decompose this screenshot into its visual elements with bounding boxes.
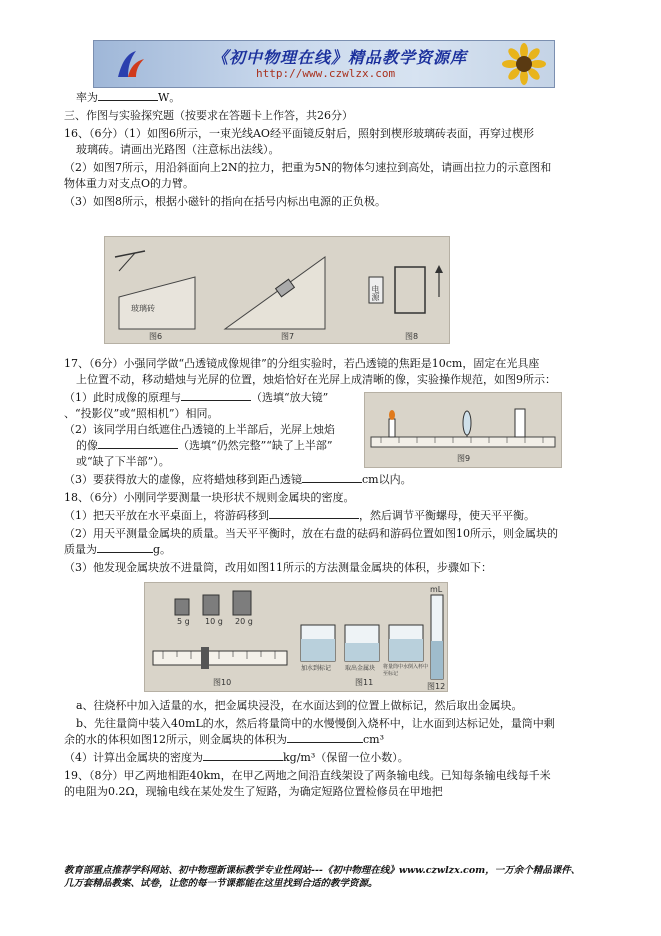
question-18: 18、（6分）小刚同学要测量一块形状不规则金属块的密度。	[64, 491, 355, 504]
weight-20g-label: 20 g	[235, 617, 253, 626]
text-line: 、“投影仪”或“照相机”）相同。	[64, 407, 219, 420]
text-line: 质量为 g。	[64, 543, 172, 556]
figure-11-caption: 图11	[355, 678, 374, 687]
section-heading: 三、作图与实验探究题（按要求在答题卡上作答，共26分）	[64, 109, 353, 122]
text-line: 余的水的体积如图12所示，则金属块的体积为 cm³	[64, 733, 385, 746]
question-16: 16、（6分）（1）如图6所示，一束光线AO经平面镜反射后，照射到楔形玻璃砖表面，再穿过楔形	[64, 127, 534, 140]
text-line: 上位置不动，移动蜡烛与光屏的位置，烛焰恰好在光屏上成清晰的像，实验操作规范，如图9所示：	[76, 373, 556, 386]
figure-7-caption: 图7	[281, 332, 295, 341]
text-line: （1）此时成像的原理与 （选填“放大镜”	[64, 391, 329, 404]
text-line: 或“缺了下半部”）。	[76, 455, 170, 468]
answer-blank[interactable]	[181, 390, 251, 401]
answer-blank[interactable]	[98, 438, 178, 449]
text-line: （1）把天平放在水平桌面上，将游码移到 ，然后调节平衡螺母，使天平平衡。	[64, 509, 535, 522]
text-line: （2）该同学用白纸遮住凸透镜的上半部后，光屏上烛焰	[64, 423, 335, 436]
ml-unit-label: mL	[430, 585, 443, 594]
step-a: a、往烧杯中加入适量的水，把金属块浸没，在水面达到的位置上做标记，然后取出金属块。	[76, 699, 523, 712]
figure-10-11-12	[144, 582, 448, 692]
text-line: 玻璃砖。请画出光路图（注意标出法线）。	[76, 143, 280, 156]
glass-label: 玻璃砖	[131, 304, 155, 313]
figure-9	[364, 392, 562, 468]
header-banner	[93, 40, 555, 88]
optics-mechanics-diagram	[105, 237, 449, 343]
banner-title: 《初中物理在线》精品教学资源库	[212, 48, 468, 67]
text-line: （2）如图7所示，用沿斜面向上2N的拉力，把重为5N的物体匀速拉到高处，请画出拉力的示意图和	[64, 161, 552, 174]
sunflower-icon	[500, 43, 548, 85]
figure-8-caption: 图8	[405, 332, 419, 341]
figure-12-caption: 图12	[427, 682, 446, 691]
text-line: （3）要获得放大的虚像，应将蜡烛移到距凸透镜 cm以内。	[64, 473, 412, 486]
answer-blank[interactable]	[302, 472, 362, 483]
answer-blank[interactable]	[98, 90, 158, 101]
weight-5g-label: 5 g	[177, 617, 190, 626]
figure-6-7-8	[104, 236, 450, 344]
site-logo-icon	[114, 47, 148, 81]
text-line: （3）他发现金属块放不进量筒，改用如图11所示的方法测量金属块的体积，步骤如下：	[64, 561, 492, 574]
question-17: 17、（6分）小强同学做“凸透镜成像规律”的分组实验时，若凸透镜的焦距是10cm，固定在光具座	[64, 357, 540, 370]
question-19: 19、（8分）甲乙两地相距40km，在甲乙两地之间沿直线架设了两条输电线。已知每条输电线每千米	[64, 769, 551, 782]
answer-blank[interactable]	[203, 750, 283, 761]
step-1-label: 加水到标记	[301, 665, 332, 672]
banner-url[interactable]: http://www.czwlzx.com	[256, 67, 396, 80]
text-line: （2）用天平测量金属块的质量。当天平平衡时，放在右盘的砝码和游码位置如图10所示，则金属块的	[64, 527, 558, 540]
step-2-label: 取出金属块	[345, 665, 376, 672]
weight-10g-label: 10 g	[205, 617, 223, 626]
figure-10-caption: 图10	[213, 678, 232, 687]
text-line: 物体重力对支点O的力臂。	[64, 177, 195, 190]
step-3-label: 将量筒中水倒入杯中至标记	[383, 664, 429, 677]
text-line: 的像 （选填“仍然完整”“缺了上半部”	[76, 439, 333, 452]
text-line: 率为 W。	[76, 91, 181, 104]
answer-blank[interactable]	[287, 732, 363, 743]
step-b: b、先往量筒中装入40mL的水，然后将量筒中的水慢慢倒入烧杯中，让水面到达标记处，量筒中剩	[76, 717, 555, 730]
power-label: 电源	[371, 285, 380, 301]
footer-line-2: 几万套精品教案、试卷，让您的每一节课都能在这里找到合适的教学资源。	[64, 878, 378, 889]
answer-blank[interactable]	[269, 508, 359, 519]
text-line: （3）如图8所示，根据小磁针的指向在括号内标出电源的正负极。	[64, 195, 386, 208]
text-line: 的电阻为0.2Ω，现输电线在某处发生了短路，为确定短路位置检修员在甲地把	[64, 785, 443, 798]
figure-9-caption: 图9	[457, 454, 471, 463]
page-footer	[64, 864, 604, 890]
text-line: （4）计算出金属块的密度为 kg/m³（保留一位小数）。	[64, 751, 409, 764]
figure-6-caption: 图6	[149, 332, 163, 341]
footer-line-1: 教育部重点推荐学科网站、初中物理新课标教学专业性网站---《初中物理在线》www.czwlzx.com，一万余个精品课件、	[64, 865, 581, 876]
answer-blank[interactable]	[97, 542, 153, 553]
